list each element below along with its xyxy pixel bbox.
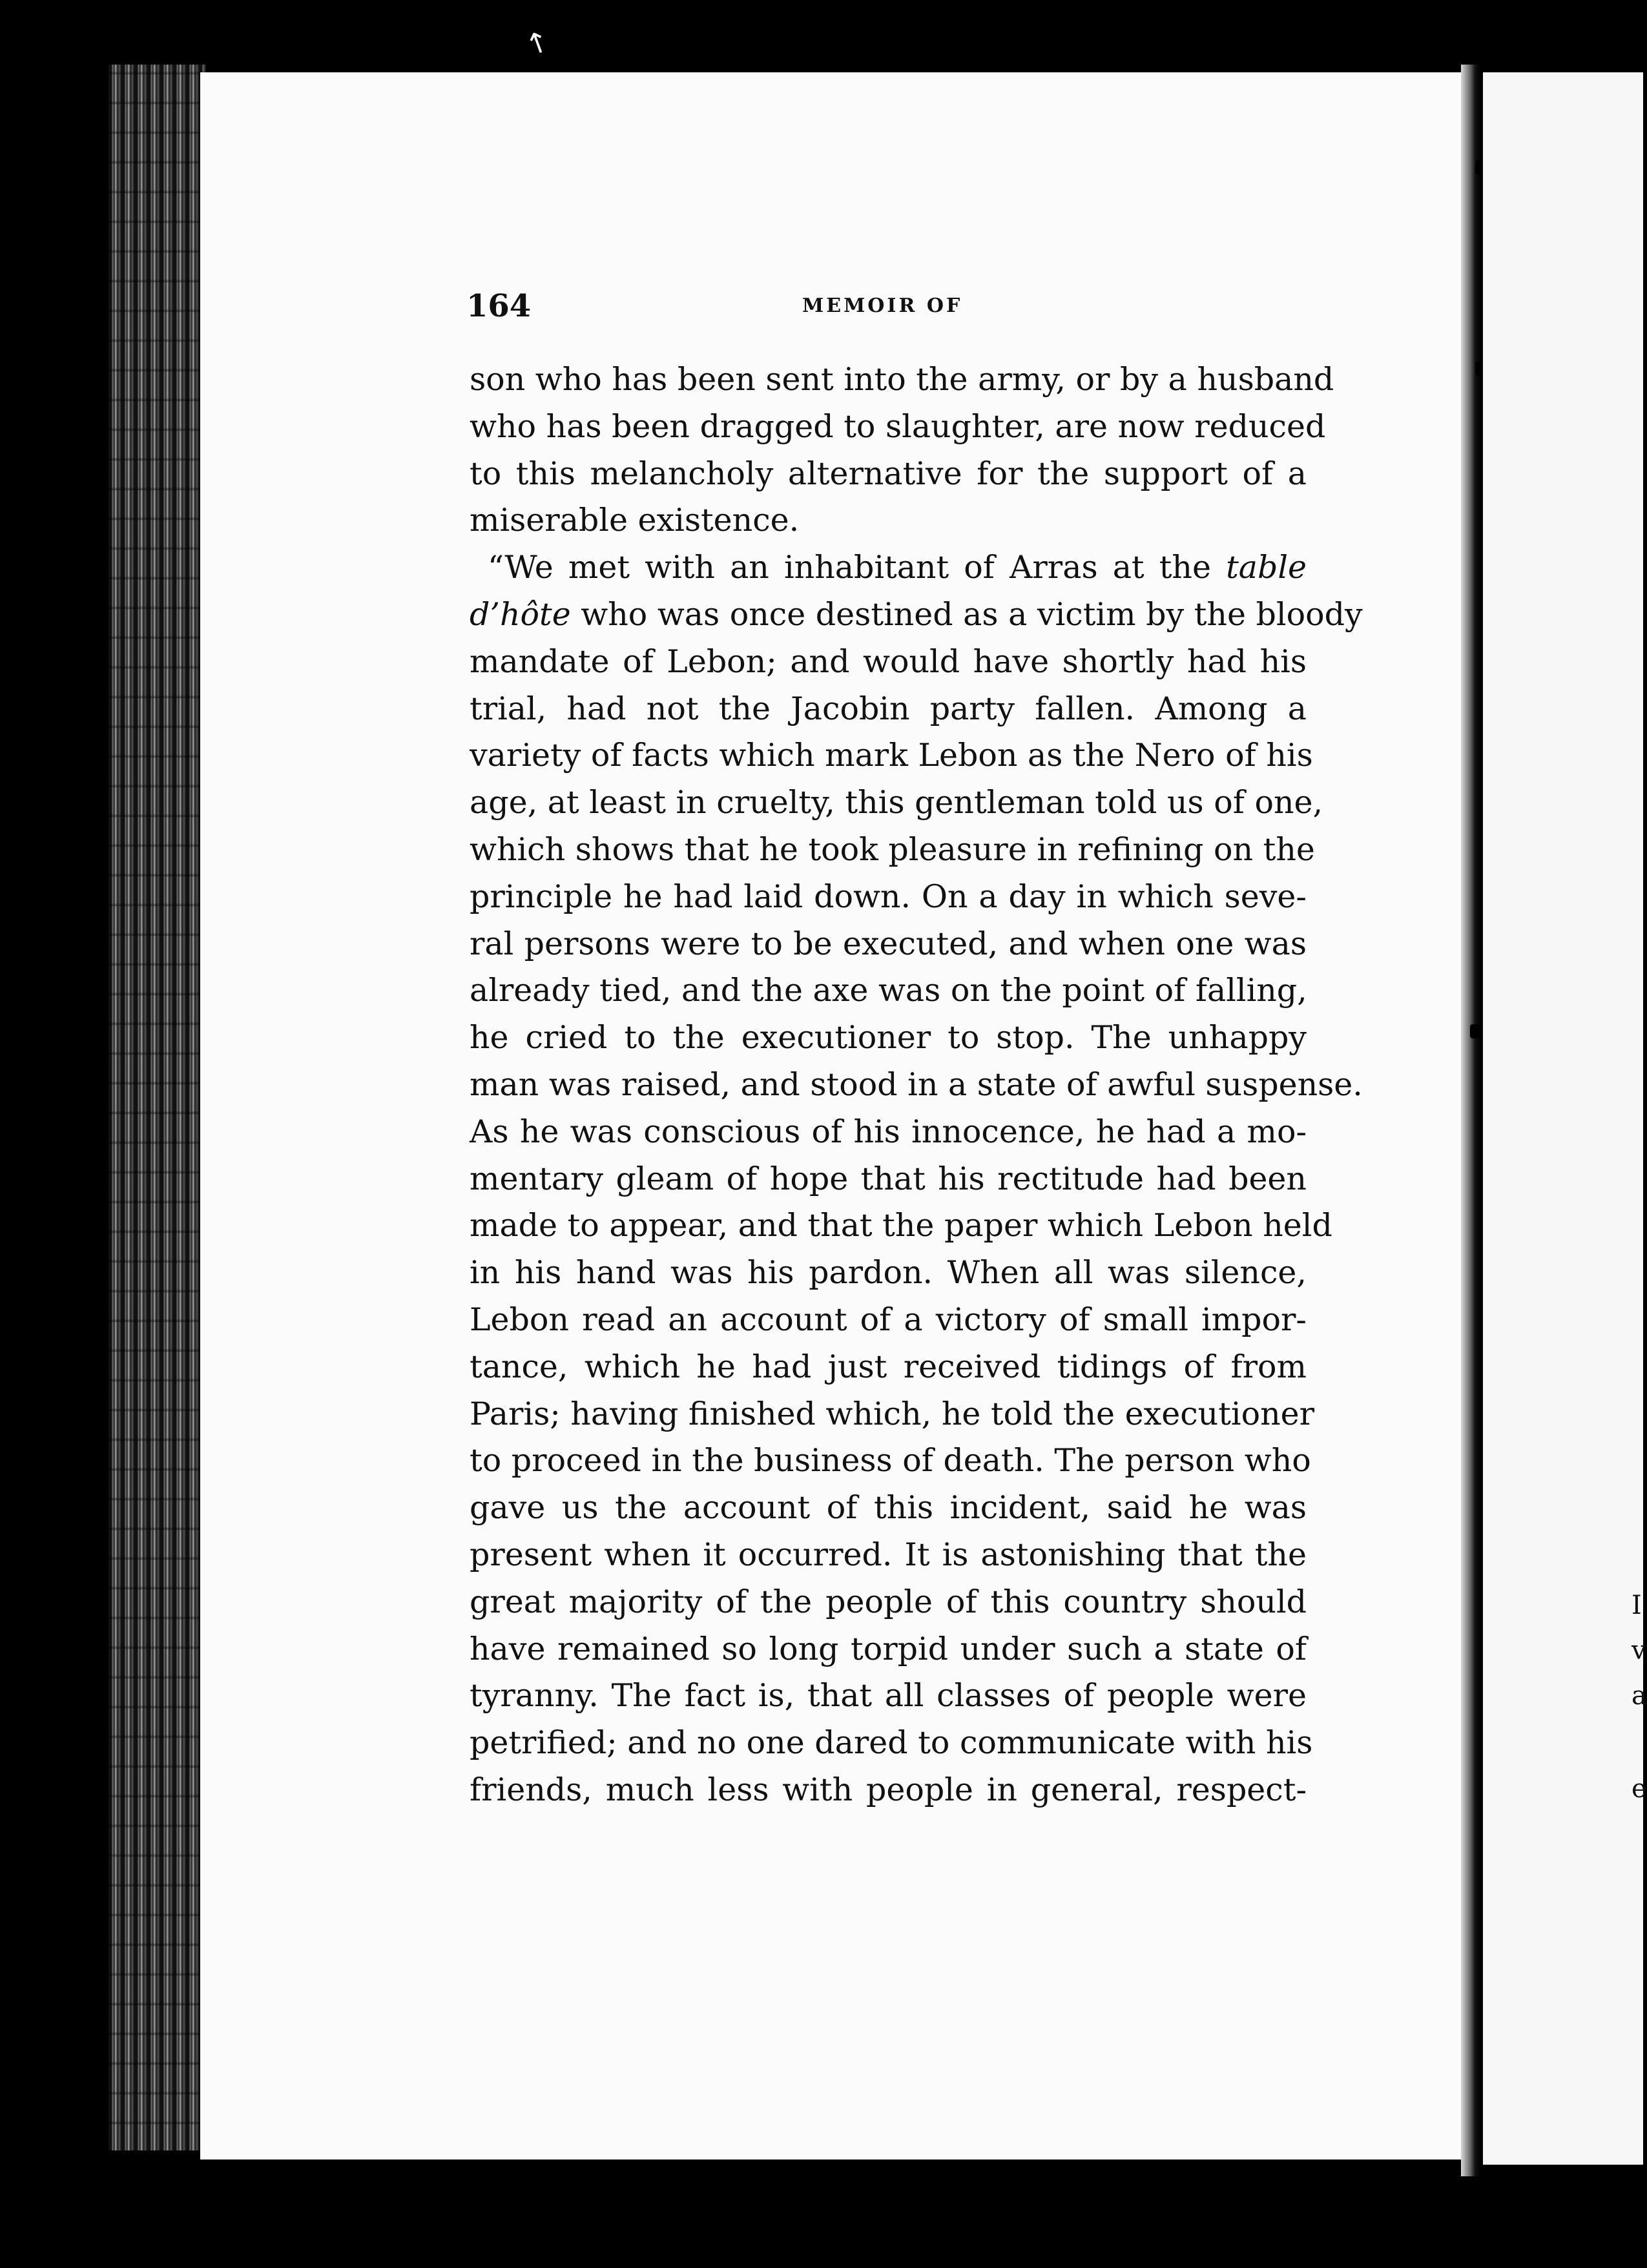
text-line: man was raised, and stood in a state of awful suspense. [470, 1066, 1363, 1103]
facing-page-letter: e [1631, 1774, 1647, 1804]
text-line [470, 592, 1363, 639]
running-head-title: MEMOIR OF [802, 294, 963, 317]
text-line-part: who was once destined as a victim by the bloody [581, 595, 1363, 633]
binding-gutter [1461, 65, 1480, 2176]
text-line: have remained so long torpid under such a state of [470, 1630, 1307, 1667]
text-line: made to appear, and that the paper which Lebon held [470, 1207, 1332, 1244]
running-head [466, 288, 1300, 333]
text-line: ral persons were to be executed, and when one was [470, 925, 1307, 962]
text-line: trial, had not the Jacobin party fallen. Among a [470, 690, 1307, 727]
text-line: great majority of the people of this country should [470, 1583, 1307, 1620]
text-line: mentary gleam of hope that his rectitude had been [470, 1160, 1307, 1197]
page-edges-texture [109, 65, 205, 2150]
text-line: tyranny. The fact is, that all classes of people were [470, 1677, 1307, 1715]
text-line: petrified; and no one dared to communicate with his [470, 1724, 1313, 1762]
text-line: gave us the account of this incident, said he was [470, 1489, 1307, 1527]
text-line: already tied, and the axe was on the point of falling, [470, 972, 1307, 1009]
text-line: tance, which he had just received tidings of from [470, 1348, 1307, 1385]
text-line: friends, much less with people in general, respect- [470, 1771, 1307, 1808]
text-line: which shows that he took pleasure in refining on the [470, 830, 1315, 868]
text-line [470, 544, 1307, 592]
body-text [470, 356, 1363, 1814]
text-line: to this melancholy alternative for the support of a [470, 455, 1307, 492]
text-line: Paris; having finished which, he told the executioner [470, 1395, 1315, 1432]
text-line: age, at least in cruelty, this gentleman told us of one, [470, 784, 1323, 821]
page-number: 164 [466, 288, 532, 324]
facing-page-letter: I [1631, 1591, 1642, 1620]
facing-page-letter: v [1631, 1636, 1646, 1665]
text-line-part: “We met with an inhabitant of Arras at the [488, 549, 1211, 586]
italic-phrase: d’hôte [470, 595, 571, 633]
text-line: principle he had laid down. On a day in which seve- [470, 878, 1307, 915]
text-line: mandate of Lebon; and would have shortly had his [470, 643, 1307, 680]
binding-stitch-icon [1470, 1024, 1482, 1038]
text-line: in his hand was his pardon. When all was silence, [470, 1254, 1307, 1292]
text-line: who has been dragged to slaughter, are now reduced [470, 407, 1326, 445]
text-line: to proceed in the business of death. The person who [470, 1442, 1311, 1479]
text-line: variety of facts which mark Lebon as the Nero of his [470, 737, 1313, 774]
facing-page [1483, 72, 1643, 2165]
facing-page-letter: a [1631, 1681, 1647, 1711]
italic-phrase: table [1226, 549, 1307, 586]
text-line: son who has been sent into the army, or by a husband [470, 361, 1334, 398]
text-line: present when it occurred. It is astonishing that the [470, 1536, 1307, 1573]
text-line: miserable existence. [470, 502, 800, 539]
text-line: he cried to the executioner to stop. The unhappy [470, 1019, 1307, 1057]
scanner-arrow-icon: ↖ [519, 22, 555, 63]
text-line: Lebon read an account of a victory of small impor- [470, 1301, 1307, 1338]
text-line: As he was conscious of his innocence, he had a mo- [470, 1113, 1307, 1150]
